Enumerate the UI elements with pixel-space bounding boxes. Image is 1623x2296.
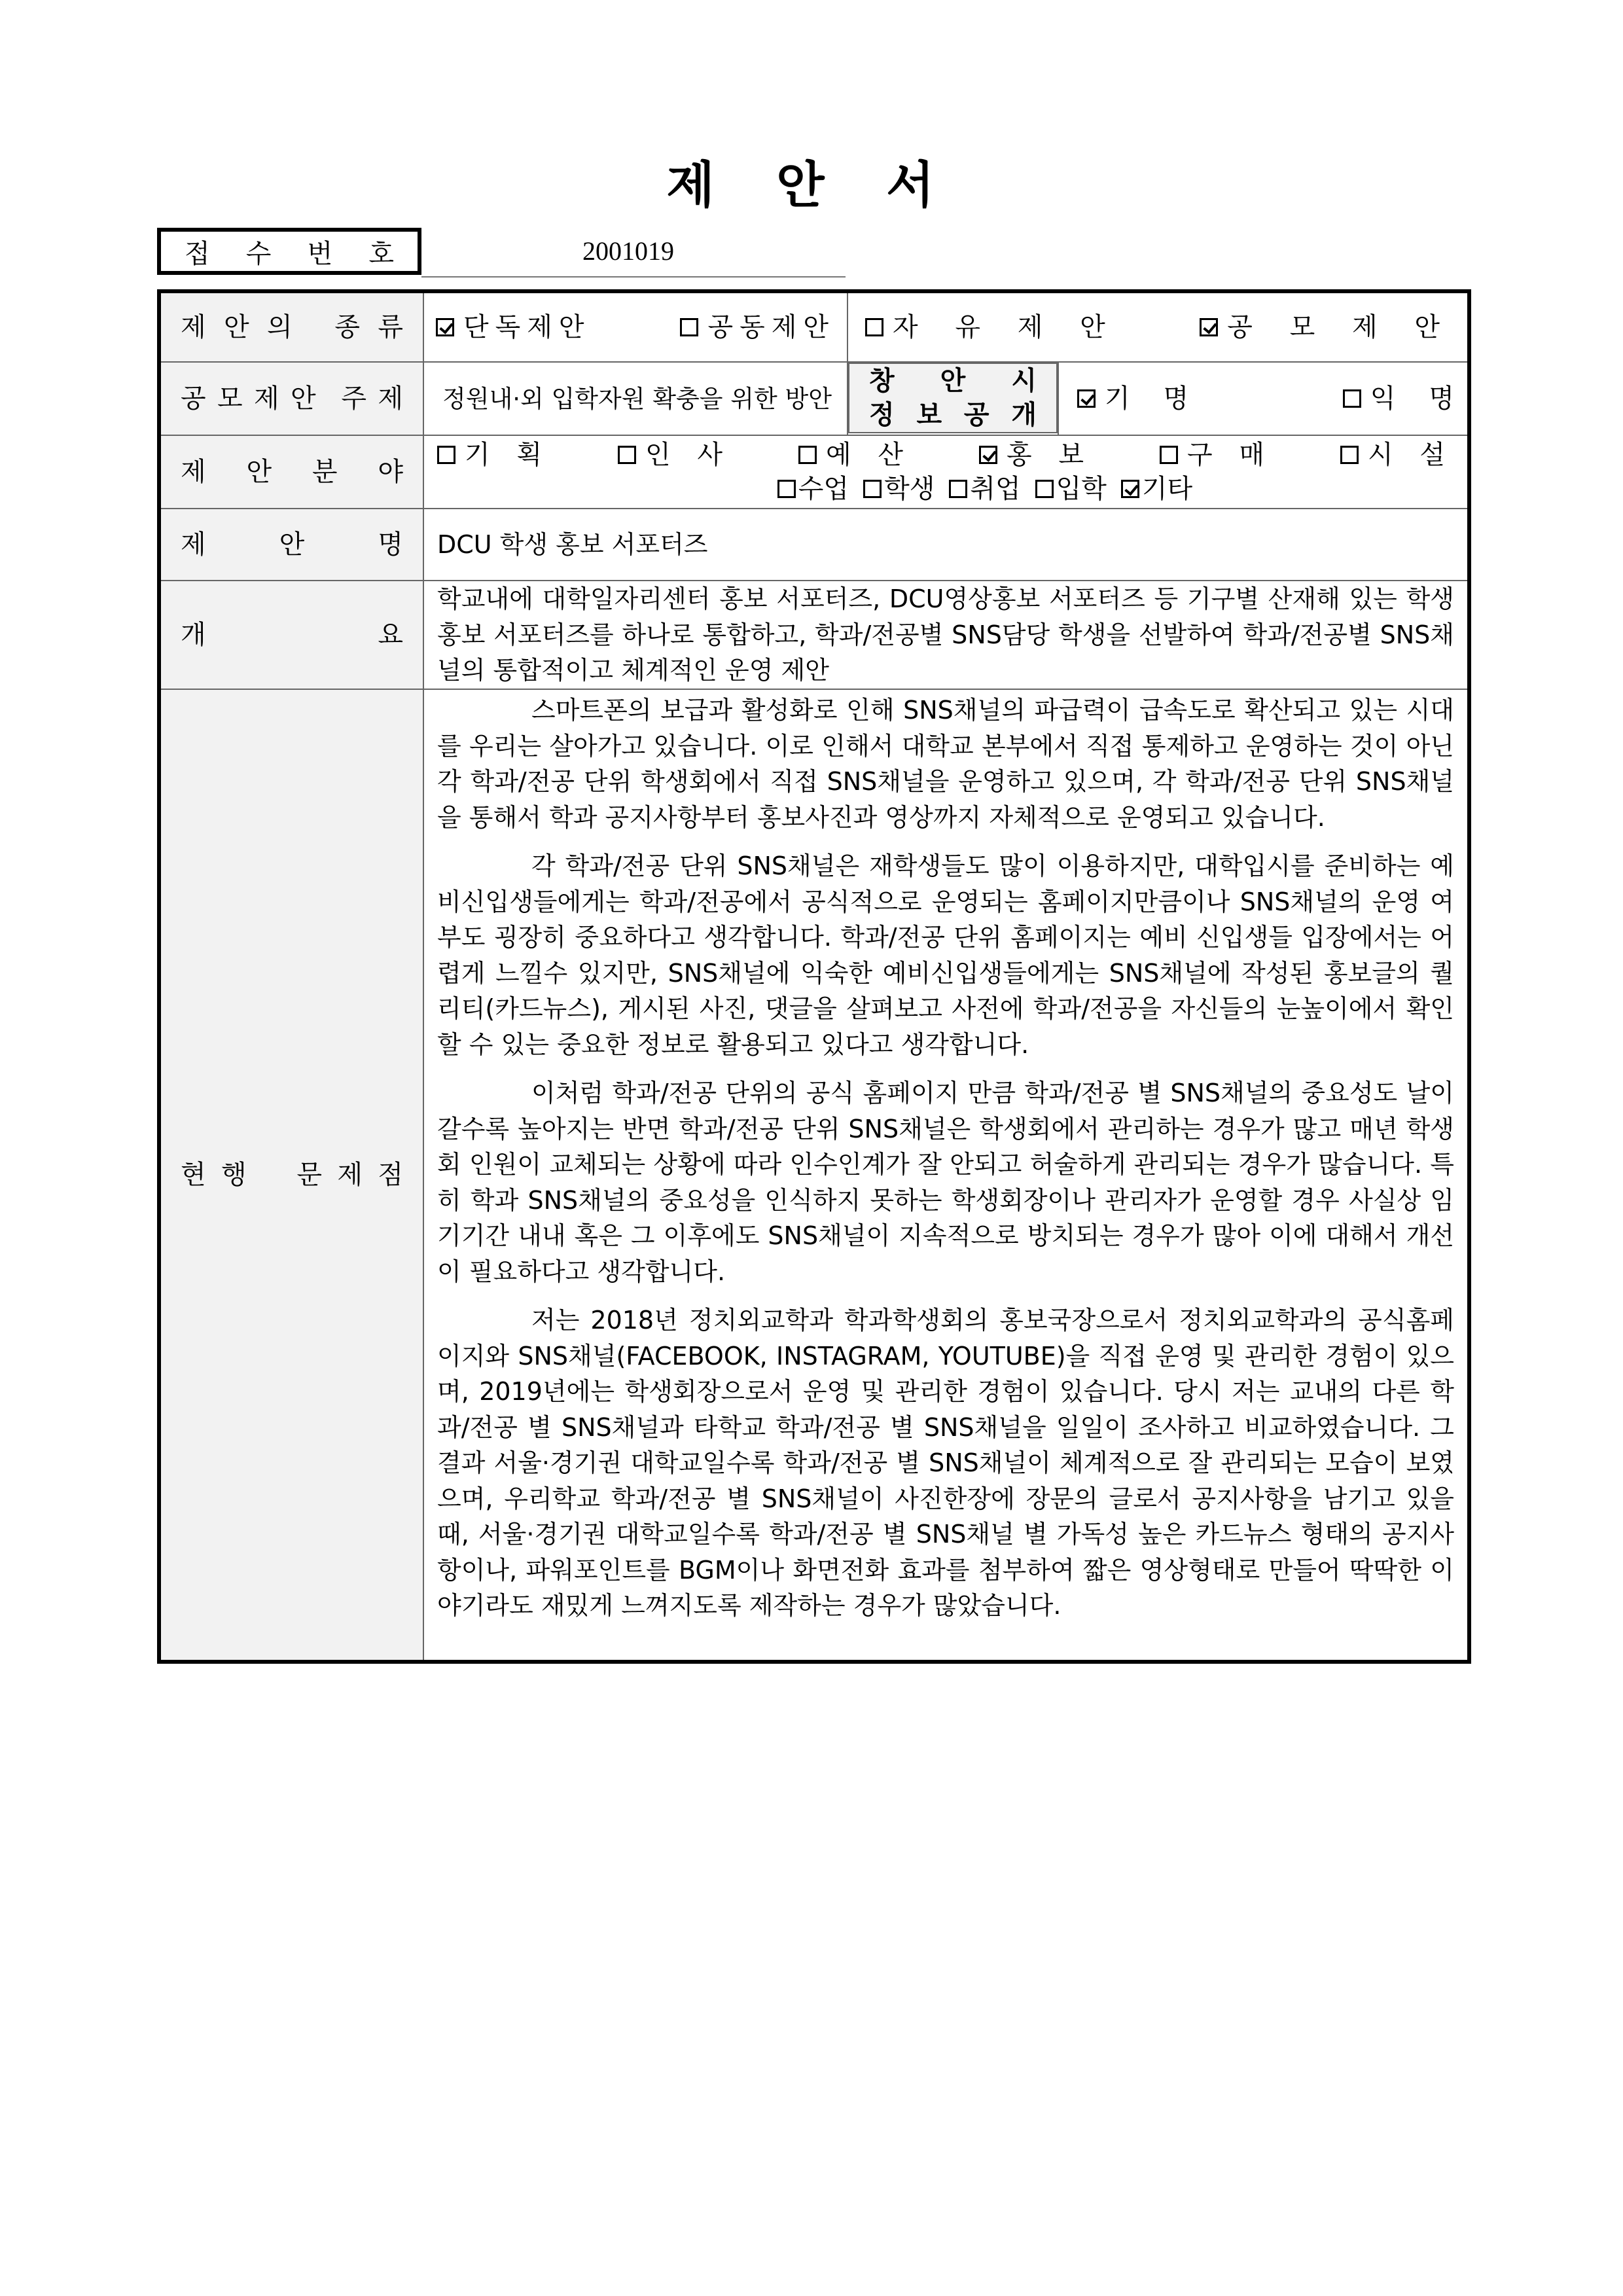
proposal-form-table bbox=[157, 289, 1471, 1664]
option-joint-proposal[interactable]: 공동제안 bbox=[680, 310, 835, 345]
checkbox-icon[interactable] bbox=[1340, 446, 1359, 464]
contest-theme-value: 정원내·외 입학자원 확충을 위한 방안 bbox=[423, 362, 847, 435]
option-facility[interactable]: 시 설 bbox=[1340, 438, 1454, 472]
problem-paragraph: 스마트폰의 보급과 활성화로 인해 SNS채널의 파급력이 급속도로 확산되고 있는 시대를 우리는 살아가고 있습니다. 이로 인해서 대학교 본부에서 직접 통제하고 운영하는 것이 아닌 각 학과/전공 단위 학생회에서 직접 SNS채널을 운영하고 있으며, 각 학과/전공 단위 SNS채널을 통해서 학과 공지사항부터 홍보사진과 영상까지 자체적으로 운영되고 있습니다. bbox=[437, 696, 1454, 832]
checkbox-icon[interactable] bbox=[680, 318, 698, 336]
checkbox-icon[interactable] bbox=[1035, 480, 1054, 498]
proposal-field-row bbox=[159, 435, 1469, 509]
option-other[interactable]: 기타 bbox=[1121, 472, 1192, 506]
proposal-type-options-right bbox=[847, 291, 1469, 362]
checkbox-icon[interactable] bbox=[1343, 389, 1361, 408]
option-class[interactable]: 수업 bbox=[777, 472, 849, 506]
current-problems-content bbox=[423, 689, 1469, 1662]
option-employment[interactable]: 취업 bbox=[949, 472, 1020, 506]
receipt-number-label bbox=[157, 228, 421, 275]
disclosure-label: 창 안 시 정 보 공 개 bbox=[848, 363, 1058, 433]
option-anonymous[interactable]: 익 명 bbox=[1343, 381, 1454, 416]
checkbox-icon[interactable] bbox=[618, 446, 636, 464]
option-named[interactable]: 기 명 bbox=[1077, 381, 1188, 416]
proposal-name-row bbox=[159, 509, 1469, 581]
option-budget[interactable]: 예 산 bbox=[798, 438, 912, 472]
option-student[interactable]: 학생 bbox=[863, 472, 935, 506]
problem-paragraph: 이처럼 학과/전공 단위의 공식 홈페이지 만큼 학과/전공 별 SNS채널의 중요성도 날이 갈수록 높아지는 반면 학과/전공 단위 SNS채널은 학생회에서 관리하는 경우가 많고 매년 학생회 인원이 교체되는 상황에 따라 인수인계가 잘 안되고 허술하게 관리되는 경우가 많습니다. 특히 학과 SNS채널의 중요성을 인식하지 못하는 학생회장이나 관리자가 운영할 경우 사실상 임기기간 내내 혹은 그 이후에도 SNS채널이 지속적으로 방치되는 경우가 많아 이에 대해서 개선이 필요하다고 생각합니다. bbox=[437, 1079, 1454, 1286]
overview-label: 개 요 bbox=[159, 581, 423, 689]
option-promotion[interactable]: 홍 보 bbox=[979, 438, 1093, 472]
problem-paragraph: 각 학과/전공 단위 SNS채널은 재학생들도 많이 이용하지만, 대학입시를 준비하는 예비신입생들에게는 학과/전공에서 공식적으로 운영되는 홈페이지만큼이나 SNS채널의 운영 여부도 굉장히 중요하다고 생각합니다. 학과/전공 단위 홈페이지는 예비 신입생들 입장에서는 어렵게 느낄수 있지만, SNS채널에 익숙한 예비신입생들에게는 SNS채널에 작성된 홍보글의 퀄리티(카드뉴스), 게시된 사진, 댓글을 살펴보고 사전에 학과/전공을 자신들의 눈높이에서 확인할 수 있는 중요한 정보로 활용되고 있다고 생각합니다. bbox=[437, 852, 1454, 1059]
proposal-type-row bbox=[159, 291, 1469, 362]
proposal-field-label: 제 안 분 야 bbox=[159, 435, 423, 509]
receipt-label-char: 호 bbox=[368, 238, 394, 269]
proposal-type-label: 제 안 의 종 류 bbox=[159, 291, 423, 362]
checkbox-icon[interactable] bbox=[949, 480, 967, 498]
proposal-field-options bbox=[423, 435, 1469, 509]
option-planning[interactable]: 기 획 bbox=[437, 438, 551, 472]
receipt-underline bbox=[421, 276, 846, 278]
current-problems-label: 현 행 문 제 점 bbox=[159, 689, 423, 1662]
overview-row bbox=[159, 581, 1469, 689]
checkbox-checked-icon[interactable] bbox=[979, 446, 997, 464]
option-contest-proposal[interactable]: 공 모 제 안 bbox=[1200, 310, 1454, 345]
option-purchase[interactable]: 구 매 bbox=[1160, 438, 1274, 472]
receipt-label-char: 접 bbox=[185, 238, 210, 269]
proposal-name-value: DCU 학생 홍보 서포터즈 bbox=[423, 509, 1469, 581]
contest-theme-label: 공 모 제 안 주 제 bbox=[159, 362, 423, 435]
option-personnel[interactable]: 인 사 bbox=[618, 438, 732, 472]
checkbox-icon[interactable] bbox=[777, 480, 796, 498]
checkbox-checked-icon[interactable] bbox=[1200, 318, 1218, 336]
checkbox-icon[interactable] bbox=[437, 446, 455, 464]
option-free-proposal[interactable]: 자 유 제 안 bbox=[865, 310, 1120, 345]
checkbox-checked-icon[interactable] bbox=[1077, 389, 1096, 408]
checkbox-icon[interactable] bbox=[863, 480, 882, 498]
receipt-label-char: 수 bbox=[245, 238, 272, 269]
problem-paragraph: 저는 2018년 정치외교학과 학과학생회의 홍보국장으로서 정치외교학과의 공식홈페이지와 SNS채널(FACEBOOK, INSTAGRAM, YOUTUBE)을 직접 운영 및 관리한 경험이 있으며, 2019년에는 학생회장으로서 운영 및 관리한 경험이 있습니다. 당시 저는 교내의 다른 학과/전공 별 SNS채널과 타학교 학과/전공 별 SNS채널을 일일이 조사하고 비교하였습니다. 그 결과 서울·경기권 대학교일수록 학과/전공 별 SNS채널이 체계적으로 잘 관리되는 모습이 보였으며, 우리학교 학과/전공 별 SNS채널이 사진한장에 장문의 글로서 공지사항을 남기고 있을 때, 서울·경기권 대학교일수록 학과/전공 별 SNS채널 별 가독성 높은 카드뉴스 형태의 공지사항이나, 파워포인트를 BGM이나 화면전화 효과를 첨부하여 짧은 영상형태로 만들어 딱딱한 이야기라도 재밌게 느껴지도록 제작하는 경우가 많았습니다. bbox=[437, 1306, 1454, 1620]
receipt-number-value: 2001019 bbox=[582, 236, 674, 266]
proposal-name-label: 제 안 명 bbox=[159, 509, 423, 581]
proposal-type-options-left bbox=[423, 291, 847, 362]
contest-theme-row bbox=[159, 362, 1469, 435]
checkbox-checked-icon[interactable] bbox=[436, 318, 454, 336]
option-single-proposal[interactable]: 단독제안 bbox=[436, 310, 591, 345]
option-admission[interactable]: 입학 bbox=[1035, 472, 1107, 506]
disclosure-options bbox=[1058, 362, 1469, 435]
receipt-label-char: 번 bbox=[307, 238, 333, 269]
current-problems-row bbox=[159, 689, 1469, 1662]
checkbox-checked-icon[interactable] bbox=[1121, 480, 1139, 498]
document-title: 제 안 서 bbox=[666, 156, 957, 214]
checkbox-icon[interactable] bbox=[1160, 446, 1178, 464]
overview-value: 학교내에 대학일자리센터 홍보 서포터즈, DCU영상홍보 서포터즈 등 기구별 산재해 있는 학생 홍보 서포터즈를 하나로 통합하고, 학과/전공별 SNS담당 학생을 선발하여 학과/전공별 SNS채널의 통합적이고 체계적인 운영 제안 bbox=[423, 581, 1469, 689]
checkbox-icon[interactable] bbox=[798, 446, 817, 464]
checkbox-icon[interactable] bbox=[865, 318, 883, 336]
